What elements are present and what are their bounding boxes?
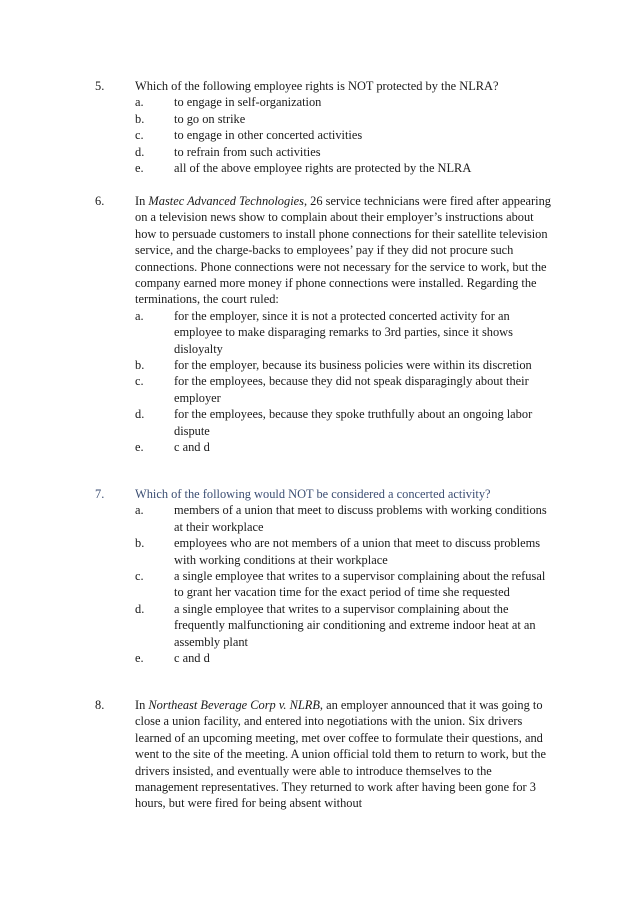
option-letter: e.	[135, 440, 144, 455]
question-number: 7.	[95, 487, 105, 501]
question-8	[95, 697, 555, 812]
answer-option	[135, 308, 555, 357]
option-text: for the employer, because its business policies were within its discretion	[174, 358, 532, 373]
stem-prefix: In	[135, 194, 149, 208]
option-letter: e.	[135, 651, 144, 666]
answer-option	[135, 160, 555, 176]
option-letter: b.	[135, 536, 145, 551]
question-stem: Which of the following employee rights is NOT protected by the NLRA?	[135, 79, 499, 93]
answer-option	[135, 650, 555, 666]
answer-option	[135, 373, 555, 406]
stem-text: , an employer announced that it was going to close a union facility, and entered into negotiations with the union. Six drivers learned of an upcoming meeting, met over coffee to formulate their questions, and went to the site of the meeting. A union official told them to return to work, but the drivers insisted, and eventually were able to introduce themselves to the management representatives. They returned to work after having been gone for 3 hours, but were fired for being absent without	[135, 698, 546, 811]
question-6	[95, 193, 555, 456]
option-letter: e.	[135, 161, 144, 176]
stem-prefix: In	[135, 698, 149, 712]
answer-option	[135, 502, 555, 535]
option-letter: d.	[135, 144, 145, 159]
answer-option	[135, 439, 555, 455]
option-text: c and d	[174, 651, 210, 666]
question-number: 6.	[95, 194, 105, 208]
answer-option	[135, 127, 555, 143]
option-text: for the employees, because they did not speak disparagingly about their employer	[174, 374, 529, 405]
option-text: for the employees, because they spoke truthfully about an ongoing labor dispute	[174, 407, 533, 438]
question-5	[95, 78, 555, 176]
option-letter: d.	[135, 601, 145, 616]
option-text: for the employer, since it is not a protected concerted activity for an employee to make disparaging remarks to 3rd parties, since it shows disloyalty	[174, 308, 513, 356]
case-name: Northeast Beverage Corp v. NLRB	[148, 698, 320, 712]
stem-text: , 26 service technicians were fired after appearing on a television news show to complain about their employer’s instructions about how to persuade customers to install phone connections for their satellite television service, and the charge-backs to employees’ pay if they did not procure such connections. Phone connections were not necessary for the service to work, but the company earned more money if phone connections were installed. Regarding the terminations, the court ruled:	[135, 194, 551, 307]
option-text: to refrain from such activities	[174, 144, 321, 159]
answer-option	[135, 535, 555, 568]
option-text: to go on strike	[174, 111, 246, 126]
question-7	[95, 486, 555, 666]
answer-option	[135, 111, 555, 127]
option-letter: a.	[135, 95, 144, 110]
option-text: a single employee that writes to a supervisor complaining about the frequently malfunctioning air conditioning and extreme indoor heat at an assembly plant	[174, 601, 536, 649]
option-text: members of a union that meet to discuss problems with working conditions at their workplace	[174, 503, 547, 534]
option-letter: d.	[135, 407, 145, 422]
option-letter: a.	[135, 503, 144, 518]
option-letter: a.	[135, 308, 144, 323]
option-letter: c.	[135, 569, 144, 584]
option-letter: c.	[135, 374, 144, 389]
answer-option	[135, 357, 555, 373]
option-text: employees who are not members of a union that meet to discuss problems with working conditions at their workplace	[174, 536, 541, 567]
answer-option	[135, 601, 555, 650]
case-name: Mastec Advanced Technologies	[148, 194, 304, 208]
question-number: 5.	[95, 79, 105, 93]
question-stem: Which of the following would NOT be considered a concerted activity?	[135, 487, 491, 501]
answer-option	[135, 406, 555, 439]
question-stem	[135, 193, 555, 308]
answer-option	[135, 568, 555, 601]
question-number: 8.	[95, 698, 105, 712]
option-text: a single employee that writes to a supervisor complaining about the refusal to grant her vacation time for the exact period of time she requested	[174, 569, 546, 600]
option-text: to engage in self-organization	[174, 95, 322, 110]
option-text: all of the above employee rights are protected by the NLRA	[174, 161, 472, 176]
answer-option	[135, 94, 555, 110]
option-letter: b.	[135, 358, 145, 373]
question-stem	[135, 697, 555, 812]
option-text: c and d	[174, 440, 210, 455]
option-letter: c.	[135, 128, 144, 143]
option-letter: b.	[135, 111, 145, 126]
option-text: to engage in other concerted activities	[174, 128, 363, 143]
answer-option	[135, 144, 555, 160]
